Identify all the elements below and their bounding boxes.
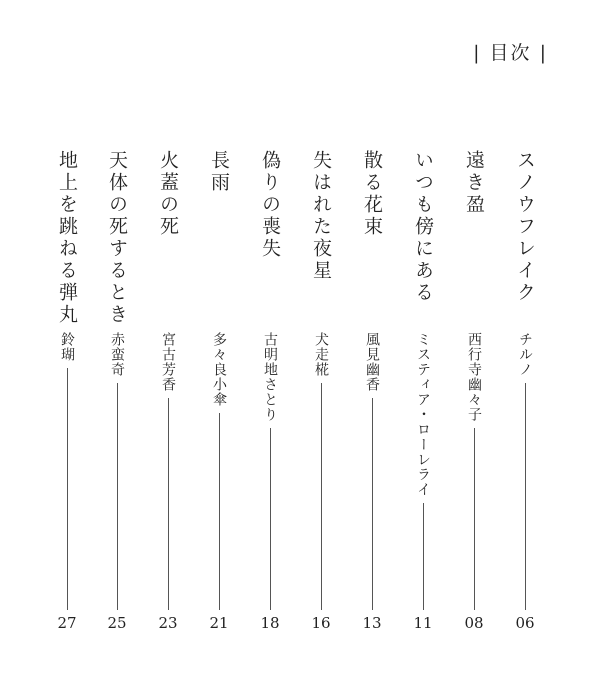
toc-entry[interactable] <box>151 150 185 645</box>
toc-entry[interactable] <box>50 150 84 645</box>
entry-author: ミスティア・ローレライ <box>415 332 431 497</box>
entry-page-number: 06 <box>515 614 535 632</box>
leader-line <box>117 383 118 610</box>
entry-title: いつも傍にある <box>412 150 434 304</box>
entry-page-number: 13 <box>362 614 382 632</box>
entry-author: チルノ <box>517 332 533 377</box>
leader-line <box>372 398 373 610</box>
toc-entry[interactable] <box>100 150 134 645</box>
entry-page-number: 11 <box>413 614 433 632</box>
entry-title: 失はれた夜星 <box>310 150 332 282</box>
entry-author: 宮古芳香 <box>160 332 176 392</box>
entry-page-number: 27 <box>57 614 77 632</box>
entry-author: 多々良小傘 <box>211 332 227 407</box>
leader-line <box>168 398 169 610</box>
toc-entry[interactable] <box>457 150 491 645</box>
toc-heading: | 目次 | <box>473 42 548 64</box>
leader-line <box>219 413 220 610</box>
entry-page-number: 08 <box>464 614 484 632</box>
leader-line <box>474 428 475 610</box>
entry-title: 遠き盈 <box>463 150 485 216</box>
entry-author: 西行寺幽々子 <box>466 332 482 422</box>
entry-page-number: 21 <box>209 614 229 632</box>
toc-entry[interactable] <box>406 150 440 645</box>
entry-title: 地上を跳ねる弾丸 <box>56 150 78 326</box>
toc-entry[interactable] <box>304 150 338 645</box>
entry-author: 赤蛮奇 <box>109 332 125 377</box>
entry-title: 長雨 <box>208 150 230 194</box>
entry-author: 犬走椛 <box>313 332 329 377</box>
entry-page-number: 23 <box>158 614 178 632</box>
entry-author: 風見幽香 <box>364 332 380 392</box>
entry-title: 偽りの喪失 <box>259 150 281 260</box>
toc-entry[interactable] <box>253 150 287 645</box>
entry-title: 散る花束 <box>361 150 383 238</box>
entry-title: 天体の死するとき <box>106 150 128 326</box>
toc-entry[interactable] <box>202 150 236 645</box>
leader-line <box>67 368 68 610</box>
entry-author: 古明地さとり <box>262 332 278 422</box>
leader-line <box>423 503 424 610</box>
toc-entry[interactable] <box>355 150 389 645</box>
toc-entry[interactable] <box>508 150 542 645</box>
leader-line <box>321 383 322 610</box>
entry-author: 鈴瑚 <box>59 332 75 362</box>
entry-page-number: 16 <box>311 614 331 632</box>
entry-title: スノウフレイク <box>514 150 536 304</box>
table-of-contents <box>50 150 550 650</box>
leader-line <box>525 383 526 610</box>
entry-page-number: 18 <box>260 614 280 632</box>
entry-page-number: 25 <box>107 614 127 632</box>
entry-title: 火蓋の死 <box>157 150 179 238</box>
leader-line <box>270 428 271 610</box>
